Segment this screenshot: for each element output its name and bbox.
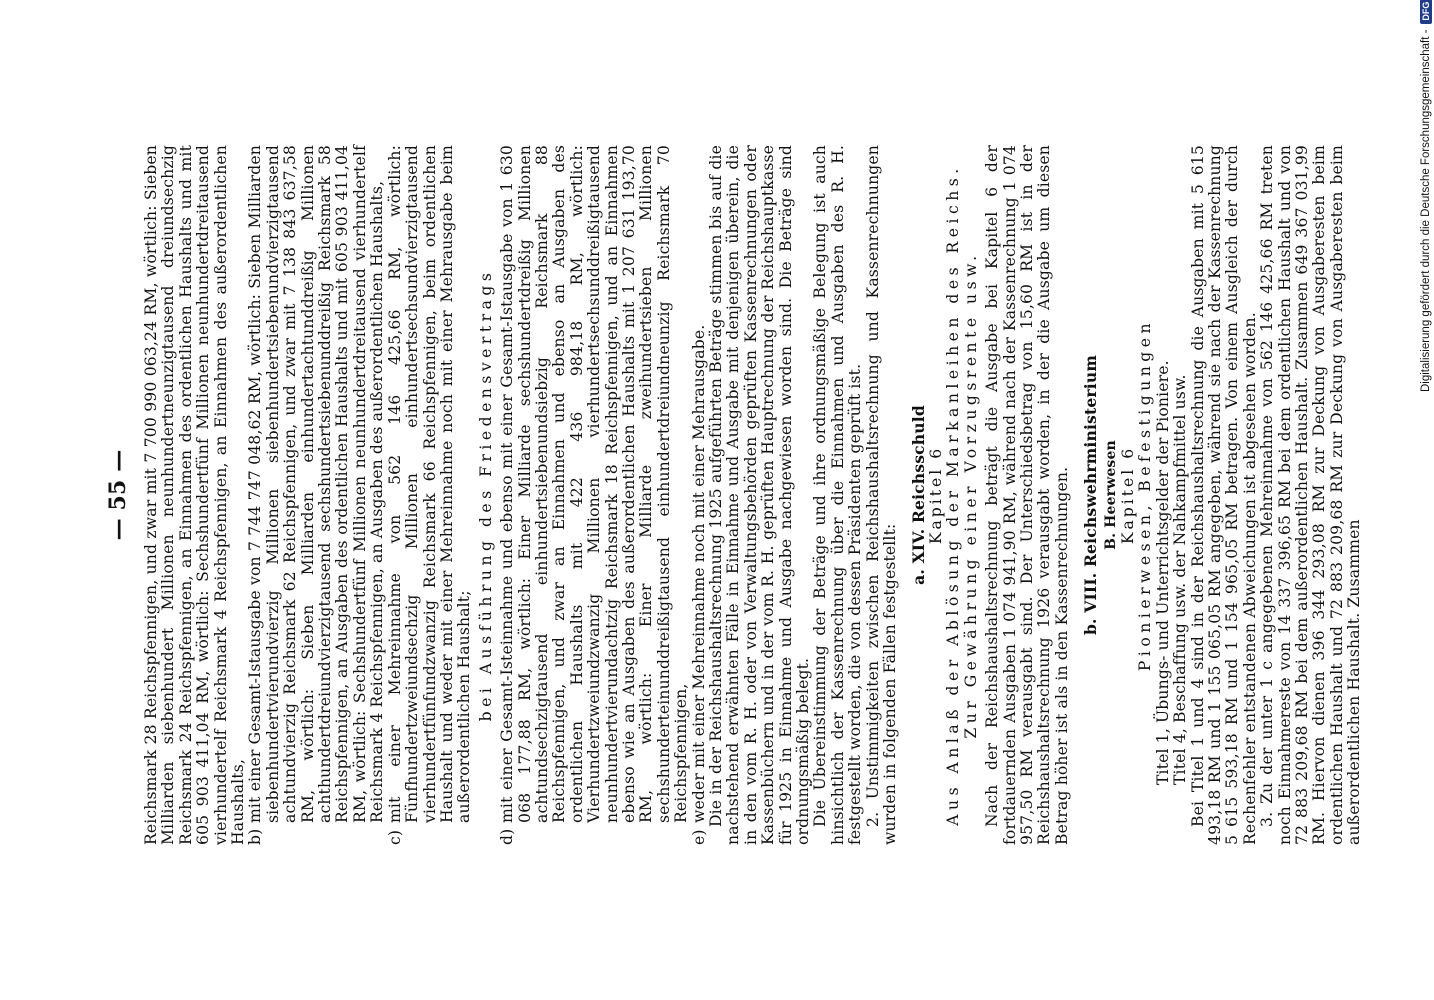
list-text: mit einer Gesamt-Istausgabe von 7 744 747 048,62 RM, wörtlich: Sieben Milliarden siebenhundertvierundvierzig Millionen siebenhundertsiebenundvierzigtausend achtundvierzig Reichsmark 62 Reichspfennigen, und zwar mit 7 138 843 637,58 RM, wörtlich: Sieben Milliarden einhundertachtunddreißig Millionen achthundertdreiundvierzigtausend sechshundertsiebenunddreißig Reichsmark 58 Reichspfennigen, an Ausgaben des ordentlichen Haushalts und mit 605 903 411,04 RM, wörtlich: Sechshundertfünf Millionen neunhundertdreitausend vierhundertelf Reichsmark 4 Reichspfennigen, an Ausgaben des außerordentlichen Haushalts, [246,145,387,823]
list-text: weder mit einer Mehreinnahme noch mit einer Mehrausgabe. [689,324,708,823]
paragraph-match: Die in der Reichshaushaltsrechnung 1925 aufgeführten Beträge stimmen bis auf die nachstehend erwähnten Fälle in Einnahme und Ausgabe mit denjenigen überein, die in den vom R. H. oder von Verwaltungsbehörden geprüften Kassenrechnungen oder Kassenbüchern und in der vom R. H. geprüften Hauptrechnung der Reichshauptkasse für 1925 in Einnahme und Ausgabe nachgewiesen worden sind. Die Beträge sind ordnungsmäßig belegt. [707,145,813,845]
list-text: mit einer Mehreinnahme von 562 146 425,66 RM, wörtlich: Fünfhundertzweiundsechzig Millionen einhundertsechsundvierzigtausend vierhundertfünfundzwanzig Reichsmark 66 Reichspfennigen, beim ordentlichen Haushalt und weder mit einer Mehreinnahme noch mit einer Mehrausgabe beim außerordentlichen Haushalt; [385,145,474,823]
heading-kapitel-6: Kapitel 6 [926,445,945,545]
heading-kapitel-6b: Kapitel 6 [1118,445,1137,545]
digitization-credit [1420,0,1432,392]
credit-text: Digitalisierung gefördert durch die Deutsche Forschungsgemeinschaft - [1420,29,1432,392]
titel-4: Titel 4, Beschaffung usw. der Nahkampfmittel usw. [1171,374,1190,785]
heading-pionierwesen: Pionierwesen, Befestigungen [1136,318,1155,672]
heading-reichsschuld: a. XIV. Reichsschuld [909,405,929,585]
page-number: — 55 — [105,449,131,541]
paragraph-agreement: Die Übereinstimmung der Beträge und ihre ordnungsmäßige Belegung ist auch hinsichtlich der Kassenrechnung über die Einnahmen und Ausgaben des R. H. festgestellt worden, die von dessen Präsidenten geprüft ist. [811,145,865,845]
heading-heerwesen: B. Heerwesen [1102,440,1119,550]
list-text: mit einer Gesamt-Isteinnahme und ebenso mit einer Gesamt-Istausgabe von 1 630 068 177,88 RM, wörtlich: Einer Milliarde sechshundertdreißig Millionen achtundsechzigtausend einhundertsiebenundsiebzig Reichsmark 88 Reichspfennigen, und zwar an Einnahmen und ebenso an Ausgaben des ordentlichen Haushalts mit 422 436 984,18 RM, wörtlich: Vierhundertzweiundzwanzig Millionen vierhundertsechsunddreißigtausend neunhundertvierundachtzig Reichsmark 18 Reichspfennigen, und an Einnahmen ebenso wie an Ausgaben des außerordentlichen Haushalts mit 1 207 631 193,70 RM, wörtlich: Einer Milliarde zweihundertsieben Millionen sechshunderteinunddreißigtausend einhundertdreiundneunzig Reichsmark 70 Reichspfennigen, [498,145,691,823]
heading-markanleihen: Aus Anlaß der Ablösung der Markanleihen des Reichs. Zur Gewährung einer Vorzugsrente usw. [944,164,980,826]
list-item-b [247,145,386,845]
list-item-c [387,145,474,845]
list-item-e [691,145,708,845]
paragraph-nach: Nach der Reichshaushaltsrechnung beträgt die Ausgabe bei Kapitel 6 der fortdauernden Ausgaben 1 074 941,90 RM, während nach der Kassenrechnung 1 074 957,50 RM verausgabt sind. Der Unterschiedsbetrag von 15,60 RM ist in der Reichshaushaltsrechnung 1926 verausgabt worden, in der die Ausgabe um diesen Betrag höher ist als in den Kassenrechnungen. [983,145,1071,845]
list-label: e) [689,829,708,845]
list-label: c) [385,829,404,845]
paragraph-discrepancies: 2. Unstimmigkeiten zwischen Reichshaushaltsrechnung und Kassenrechnungen wurden in folgenden Fällen festgestellt: [863,145,900,845]
document-page [105,145,1364,845]
paragraph-revenue-summary: Reichsmark 28 Reichspfennigen, und zwar mit 7 700 990 063,24 RM, wörtlich: Sieben Milliarden siebenhundert Millionen neunhundertneunzigtausend dreiundsechzig Reichsmark 24 Reichspfennigen, an Einnahmen des ordentlichen Haushalts und mit 605 903 411,04 RM, wörtlich: Sechshundertfünf Millionen neunhundertdreitausend vierhundertelf Reichsmark 4 Reichspfennigen, an Einnahmen des außerordentlichen Haushalts, [142,145,248,845]
list-label: b) [246,828,265,845]
paragraph-titel: Bei Titel 1 und 4 sind in der Reichshaushaltsrechnung die Ausgaben mit 5 615 493,18 RM und 1 155 065,05 RM angegeben, während sie nach der Kassenrechnung 5 615 593,18 RM und 1 154 965,05 RM betragen. Von einem Ausgleich der durch Rechenfehler entstandenen Abweichungen ist abgesehen worden. [1188,145,1259,845]
dfg-logo: DFG [1420,0,1432,24]
section-heading-treaty: bei Ausführung des Friedensvertrags [476,268,495,722]
titel-1: Titel 1, Übungs- und Unterrichtsgelder der Pioniere. [1153,360,1172,785]
paragraph-mehreinnahme: 3. Zu der unter 1 c angegebenen Mehreinnahme von 562 146 425,66 RM treten noch Einnahmereste von 14 337 396,65 RM bei dem ordentlichen Haushalt und von 72 883 209,68 RM bei dem außerordentlichen Haushalt. Zusammen 649 367 031,99 RM. Hiervon dienen 396 344 293,08 RM zur Deckung von Ausgaberesten beim ordentlichen Haushalt und 72 883 209,68 RM zur Deckung von Ausgaberesten beim außerordentlichen Haushalt. Zusammen [1258,145,1364,845]
list-label: d) [498,828,517,845]
list-item-d [499,145,690,845]
heading-reichswehrministerium: b. VIII. Reichswehrministerium [1081,355,1101,635]
